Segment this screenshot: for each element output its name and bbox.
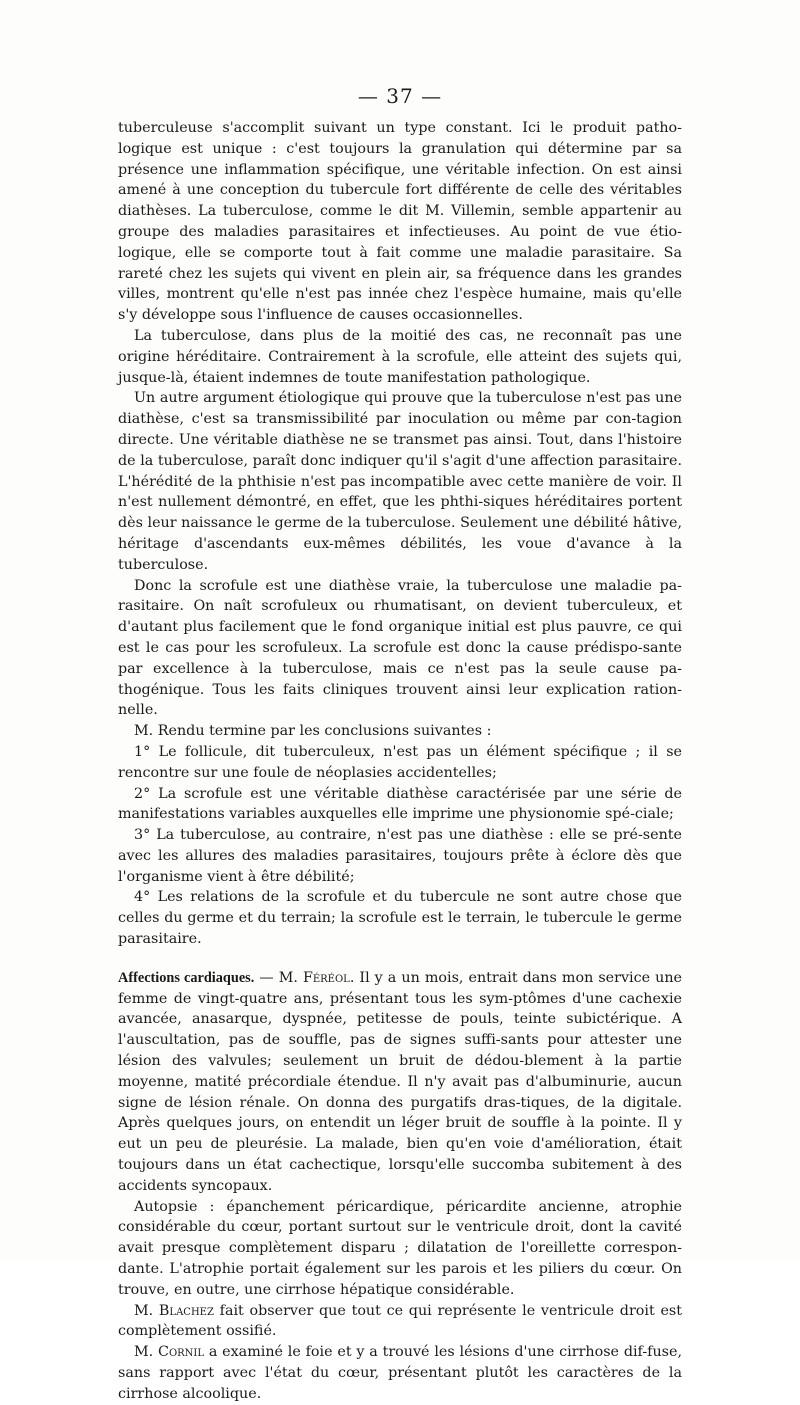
section-cardiac-intro <box>118 968 682 1197</box>
blachez-remark: fait observer que tout ce qui représente le ventricule droit est complètement ossifié. <box>118 1302 682 1340</box>
paragraph-autopsy: Autopsie : épanchement péricardique, péricardite ancienne, atrophie considérable du cœur, portant surtout sur le ventricule droit, dont la cavité avait presque complètement disparu ; dilatation de l'oreillette correspon-dante. L'atrophie portait également sur les parois et les piliers du cœur. On trouve, en outre, une cirrhose hépatique considérable. <box>118 1198 682 1298</box>
conclusion-item-2: 2° La scrofule est une véritable diathèse caractérisée par une série de manifestations variables auxquelles elle imprime une physionomie spé-ciale; <box>118 785 682 823</box>
paragraph-heredity: La tuberculose, dans plus de la moitié des cas, ne reconnaît pas une origine héréditaire. Contrairement à la scrofule, elle atteint des sujets qui, jusque-là, étaient indemnes de toute manifestation pathologique. <box>118 327 682 386</box>
author-blachez: Blachez <box>158 1302 214 1319</box>
heading-dash: — M. <box>254 969 303 986</box>
paragraph-tuberculosis-type: tuberculeuse s'accomplit suivant un type constant. Ici le produit patho-logique est unique : c'est toujours la granulation qui détermine par sa présence une inflammation spécifique, une véritable infection. On est ainsi amené à une conception du tubercule fort différente de celle des véritables diathèses. La tuberculose, comme le dit M. Villemin, semble appartenir au groupe des maladies parasitaires et infectieuses. Au point de vue étio-logique, elle se comporte tout à fait comme une maladie parasitaire. Sa rareté chez les sujets qui vivent en plein air, sa fréquence dans les grandes villes, montrent qu'elle n'est pas innée chez l'espèce humaine, mais qu'elle s'y développe sous l'influence de causes occasionnelles. <box>118 120 682 324</box>
section-spacer <box>118 950 682 968</box>
paragraph-cornil <box>118 1342 682 1404</box>
conclusion-item-1: 1° Le follicule, dit tuberculeux, n'est pas un élément spécifique ; il se rencontre sur une foule de néoplasies accidentelles; <box>118 743 682 781</box>
conclusion-item-4: 4° Les relations de la scrofule et du tubercule ne sont autre chose que celles du germe et du terrain; la scrofule est le terrain, le tubercule le germe parasitaire. <box>118 889 682 948</box>
conclusion-item-3: 3° La tuberculose, au contraire, n'est pas une diathèse : elle se pré-sente avec les allures des maladies parasitaires, toujours prête à éclore dès que l'organisme vient à être débilité; <box>118 827 682 885</box>
case-description: . Il y a un mois, entrait dans mon service une femme de vingt-quatre ans, présentant tous les sym-ptômes d'une cachexie avancée, anasarque, dyspnée, petitesse de pouls, teinte subictérique. A l'auscultation, pas de souffle, pas de signes suffi-sants pour attester une lésion des valvules; seulement un bruit de dédou-blement à la partie moyenne, matité précordiale étendue. Il n'y avait pas d'albuminurie, aucun signe de lésion rénale. On donna des purgatifs dras-tiques, de la digitale. Après quelques jours, on entendit un léger bruit de souffle à la pointe. Il y eut un peu de pleurésie. La malade, bien qu'en voie d'amélioration, était toujours dans un état cachectique, lorsqu'elle succomba subitement à des accidents syncopaux. <box>118 969 682 1194</box>
cornil-remark: a examiné le foie et y a trouvé les lésions d'une cirrhose dif-fuse, sans rapport avec l'état du cœur, présentant plutôt les caractères de la cirrhose alcoolique. <box>118 1344 682 1402</box>
page-number: — 37 — <box>357 84 443 108</box>
author-cornil: Cornil <box>158 1344 205 1361</box>
paragraph-rendu-conclusions: M. Rendu termine par les conclusions suivantes : <box>134 723 492 740</box>
paragraph-blachez <box>118 1301 682 1343</box>
paragraph-scrofula-diathesis: Donc la scrofule est une diathèse vraie, la tuberculose une maladie pa-rasitaire. On naît scrofuleux ou rhumatisant, on devient tuberculeux, et d'autant plus facilement que le fond organique initial est plus pauvre, ce qui est le cas pour les scrofuleux. La scrofule est donc la cause prédispo-sante par excellence à la tuberculose, mais ce n'est pas la seule cause pa-thogénique. Tous les faits cliniques trouvent ainsi leur explication ration-nelle. <box>118 577 682 719</box>
cornil-prefix: M. <box>134 1344 158 1361</box>
blachez-prefix: M. <box>134 1302 159 1319</box>
body-text <box>118 118 682 1405</box>
paragraph-etiology-argument: Un autre argument étiologique qui prouve que la tuberculose n'est pas une diathèse, c'est sa transmissibilité par inoculation ou même par con-tagion directe. Une véritable diathèse ne se transmet pas ainsi. Tout, dans l'histoire de la tuberculose, paraît donc indiquer qu'il s'agit d'une affection parasitaire. L'hérédité de la phthisie n'est pas incompatible avec cette manière de voir. Il n'est nullement démontré, en effet, que les phthi-siques héréditaires portent dès leur naissance le germe de la tuberculose. Seulement une débilité hâtive, héritage d'ascendants eux-mêmes débilités, les voue d'avance à la tuberculose. <box>118 390 682 573</box>
author-fereol: Féréol <box>302 969 350 986</box>
section-heading: Affections cardiaques. <box>118 969 255 986</box>
